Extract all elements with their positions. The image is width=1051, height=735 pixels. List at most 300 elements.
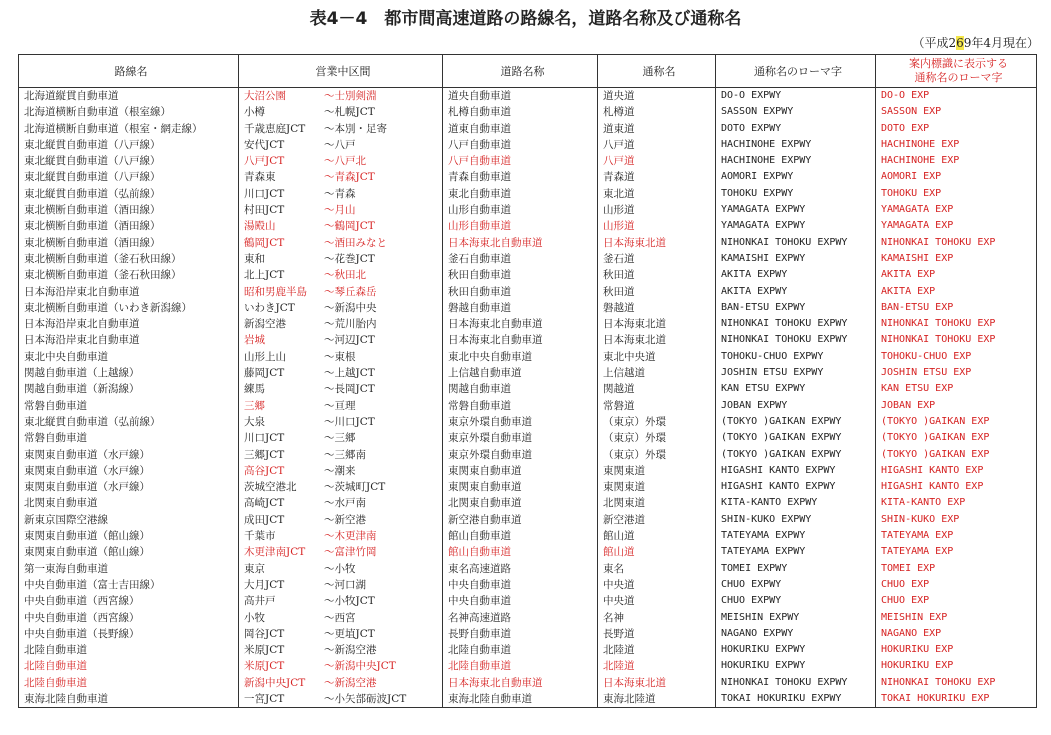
section-cell (239, 430, 443, 446)
sign-romaji-cell: HIGASHI KANTO EXP (876, 463, 1037, 479)
section-to: ～花巻JCT (324, 252, 375, 265)
section-cell (239, 626, 443, 642)
sign-romaji-cell: HIGASHI KANTO EXP (876, 479, 1037, 495)
common-name-cell: 日本海東北道 (598, 332, 716, 348)
table-row (19, 528, 1037, 544)
sign-romaji-cell: TOMEI EXP (876, 561, 1037, 577)
common-name-cell: 中央道 (598, 593, 716, 609)
route-cell: 東北横断自動車道（釜石秋田線） (19, 251, 239, 267)
sign-romaji-cell: SHIN-KUKO EXP (876, 512, 1037, 528)
section-from: 昭和男鹿半島 (244, 285, 307, 298)
section-cell (239, 544, 443, 560)
romaji-cell: HOKURIKU EXPWY (716, 658, 876, 674)
route-cell: 東関東自動車道（水戸線） (19, 447, 239, 463)
section-to: ～水戸南 (324, 497, 366, 510)
section-from: 山形上山 (244, 350, 286, 363)
road-name-cell: 館山自動車道 (443, 528, 598, 544)
table-row (19, 251, 1037, 267)
section-to: ～東根 (324, 350, 356, 363)
section-from: 小牧 (244, 611, 265, 624)
road-name-cell: 日本海東北自動車道 (443, 235, 598, 251)
header-common-name: 通称名 (598, 55, 716, 88)
as-of-post: 9年4月現在） (963, 36, 1039, 50)
sign-romaji-cell: CHUO EXP (876, 593, 1037, 609)
romaji-cell: NAGANO EXPWY (716, 626, 876, 642)
road-name-cell: 東北中央自動車道 (443, 349, 598, 365)
section-cell (239, 88, 443, 105)
route-cell: 東北横断自動車道（いわき新潟線） (19, 300, 239, 316)
sign-romaji-cell: KAN ETSU EXP (876, 381, 1037, 397)
sign-romaji-cell: JOSHIN ETSU EXP (876, 365, 1037, 381)
route-cell: 東北縦貫自動車道（弘前線） (19, 414, 239, 430)
table-row (19, 153, 1037, 169)
sign-romaji-cell: DOTO EXP (876, 121, 1037, 137)
route-cell: 中央自動車道（富士吉田線） (19, 577, 239, 593)
section-cell (239, 104, 443, 120)
route-cell: 東北縦貫自動車道（八戸線） (19, 169, 239, 185)
section-to: ～秋田北 (324, 269, 366, 282)
sign-romaji-cell: AOMORI EXP (876, 169, 1037, 185)
route-cell: 北陸自動車道 (19, 642, 239, 658)
section-from: 茨城空港北 (244, 481, 297, 494)
route-cell: 中央自動車道（西宮線） (19, 593, 239, 609)
section-to: ～三郷 (324, 432, 356, 445)
common-name-cell: 秋田道 (598, 284, 716, 300)
header-sign-romaji (876, 55, 1037, 88)
road-name-cell: 関越自動車道 (443, 381, 598, 397)
section-to: ～荒川胎内 (324, 318, 377, 331)
common-name-cell: 東関東道 (598, 479, 716, 495)
section-to: ～青森 (324, 187, 356, 200)
section-to: ～鶴岡JCT (324, 220, 375, 233)
romaji-cell: NIHONKAI TOHOKU EXPWY (716, 316, 876, 332)
common-name-cell: 東北道 (598, 186, 716, 202)
table-row (19, 137, 1037, 153)
section-from: 岡谷JCT (244, 627, 285, 640)
section-to: ～酒田みなと (324, 236, 387, 249)
common-name-cell: 館山道 (598, 528, 716, 544)
table-row (19, 577, 1037, 593)
section-from: 東和 (244, 252, 265, 265)
road-name-cell: 北陸自動車道 (443, 642, 598, 658)
road-name-cell: 日本海東北自動車道 (443, 316, 598, 332)
romaji-cell: KAN ETSU EXPWY (716, 381, 876, 397)
table-row (19, 658, 1037, 674)
section-to: ～新潟中央 (324, 301, 377, 314)
road-name-cell: 秋田自動車道 (443, 267, 598, 283)
romaji-cell: JOSHIN ETSU EXPWY (716, 365, 876, 381)
romaji-cell: HIGASHI KANTO EXPWY (716, 479, 876, 495)
table-row (19, 284, 1037, 300)
section-to: ～木更津南 (324, 530, 377, 543)
road-name-cell: 館山自動車道 (443, 544, 598, 560)
romaji-cell: MEISHIN EXPWY (716, 610, 876, 626)
romaji-cell: (TOKYO )GAIKAN EXPWY (716, 414, 876, 430)
common-name-cell: （東京）外環 (598, 447, 716, 463)
section-from: 千歳恵庭JCT (244, 122, 306, 135)
section-to: ～西宮 (324, 611, 356, 624)
common-name-cell: 八戸道 (598, 153, 716, 169)
romaji-cell: DOTO EXPWY (716, 121, 876, 137)
section-from: 千葉市 (244, 530, 276, 543)
sign-romaji-cell: CHUO EXP (876, 577, 1037, 593)
header-road-name: 道路名称 (443, 55, 598, 88)
common-name-cell: 磐越道 (598, 300, 716, 316)
common-name-cell: （東京）外環 (598, 414, 716, 430)
header-route: 路線名 (19, 55, 239, 88)
section-cell (239, 267, 443, 283)
road-name-cell: 道央自動車道 (443, 88, 598, 105)
section-cell (239, 186, 443, 202)
romaji-cell: (TOKYO )GAIKAN EXPWY (716, 447, 876, 463)
common-name-cell: 日本海東北道 (598, 235, 716, 251)
road-name-cell: 東名高速道路 (443, 561, 598, 577)
route-cell: 東北横断自動車道（酒田線） (19, 202, 239, 218)
route-cell: 東北縦貫自動車道（弘前線） (19, 186, 239, 202)
route-cell: 常磐自動車道 (19, 430, 239, 446)
road-name-cell: 東海北陸自動車道 (443, 691, 598, 708)
road-name-cell: 東京外環自動車道 (443, 414, 598, 430)
route-cell: 東関東自動車道（水戸線） (19, 463, 239, 479)
section-cell (239, 577, 443, 593)
route-cell: 北海道縦貫自動車道 (19, 88, 239, 105)
table-row (19, 349, 1037, 365)
table-row (19, 430, 1037, 446)
common-name-cell: 秋田道 (598, 267, 716, 283)
section-to: ～更埴JCT (324, 627, 375, 640)
sign-romaji-cell: TOKAI HOKURIKU EXP (876, 691, 1037, 708)
romaji-cell: NIHONKAI TOHOKU EXPWY (716, 675, 876, 691)
section-from: 大沼公園 (244, 90, 286, 102)
table-row (19, 561, 1037, 577)
road-name-cell: 八戸自動車道 (443, 153, 598, 169)
section-cell (239, 561, 443, 577)
header-section: 営業中区間 (239, 55, 443, 88)
section-cell (239, 169, 443, 185)
section-cell (239, 528, 443, 544)
section-from: 米原JCT (244, 660, 285, 673)
table-row (19, 121, 1037, 137)
route-cell: 北海道横断自動車道（根室・網走線） (19, 121, 239, 137)
section-cell (239, 381, 443, 397)
as-of-highlight: 6 (956, 36, 964, 50)
route-cell: 関越自動車道（上越線） (19, 365, 239, 381)
table-row (19, 398, 1037, 414)
table-row (19, 610, 1037, 626)
route-cell: 日本海沿岸東北自動車道 (19, 332, 239, 348)
section-from: いわきJCT (244, 301, 295, 314)
route-cell: 北陸自動車道 (19, 658, 239, 674)
route-cell: 第一東海自動車道 (19, 561, 239, 577)
section-from: 新潟空港 (244, 318, 286, 331)
section-to: ～河口湖 (324, 578, 366, 591)
section-to: ～河辺JCT (324, 334, 375, 347)
route-cell: 北海道横断自動車道（根室線） (19, 104, 239, 120)
sign-romaji-cell: HACHINOHE EXP (876, 153, 1037, 169)
section-cell (239, 691, 443, 708)
table-row (19, 544, 1037, 560)
section-from: 藤岡JCT (244, 367, 285, 380)
romaji-cell: SHIN-KUKO EXPWY (716, 512, 876, 528)
sign-romaji-cell: BAN-ETSU EXP (876, 300, 1037, 316)
table-row (19, 202, 1037, 218)
romaji-cell: NIHONKAI TOHOKU EXPWY (716, 332, 876, 348)
common-name-cell: 北陸道 (598, 642, 716, 658)
section-from: 新潟中央JCT (244, 676, 306, 689)
section-from: 成田JCT (244, 513, 285, 526)
route-cell: 常磐自動車道 (19, 398, 239, 414)
route-cell: 東関東自動車道（館山線） (19, 528, 239, 544)
section-from: 東京 (244, 562, 265, 575)
romaji-cell: TOKAI HOKURIKU EXPWY (716, 691, 876, 708)
sign-romaji-cell: TOHOKU-CHUO EXP (876, 349, 1037, 365)
table-row (19, 593, 1037, 609)
section-from: 川口JCT (244, 187, 285, 200)
route-cell: 関越自動車道（新潟線） (19, 381, 239, 397)
section-to: ～士別剣淵 (324, 90, 377, 102)
romaji-cell: AKITA EXPWY (716, 267, 876, 283)
sign-romaji-cell: JOBAN EXP (876, 398, 1037, 414)
page-title: 表4－4 都市間高速道路の路線名，道路名称及び通称名 (309, 9, 742, 29)
section-to: ～月山 (324, 204, 356, 217)
sign-romaji-cell: (TOKYO )GAIKAN EXP (876, 430, 1037, 446)
table-row (19, 447, 1037, 463)
romaji-cell: HACHINOHE EXPWY (716, 137, 876, 153)
section-cell (239, 137, 443, 153)
section-to: ～富津竹岡 (324, 546, 377, 559)
section-from: 安代JCT (244, 138, 285, 151)
section-to: ～小牧 (324, 562, 356, 575)
section-from: 小樽 (244, 106, 265, 119)
romaji-cell: BAN-ETSU EXPWY (716, 300, 876, 316)
section-cell (239, 202, 443, 218)
section-cell (239, 658, 443, 674)
table-header-row (19, 55, 1037, 88)
sign-romaji-cell: NIHONKAI TOHOKU EXP (876, 675, 1037, 691)
romaji-cell: TOMEI EXPWY (716, 561, 876, 577)
road-name-cell: 八戸自動車道 (443, 137, 598, 153)
sign-romaji-cell: NIHONKAI TOHOKU EXP (876, 332, 1037, 348)
section-to: ～川口JCT (324, 415, 375, 428)
section-to: ～茨城町JCT (324, 481, 386, 494)
section-cell (239, 675, 443, 691)
common-name-cell: 八戸道 (598, 137, 716, 153)
sign-romaji-cell: NIHONKAI TOHOKU EXP (876, 235, 1037, 251)
table-row (19, 512, 1037, 528)
section-to: ～新潟中央JCT (324, 660, 396, 673)
romaji-cell: (TOKYO )GAIKAN EXPWY (716, 430, 876, 446)
section-cell (239, 512, 443, 528)
sign-romaji-cell: HOKURIKU EXP (876, 642, 1037, 658)
table-row (19, 316, 1037, 332)
routes-table (18, 54, 1037, 708)
sign-romaji-cell: SASSON EXP (876, 104, 1037, 120)
common-name-cell: 道央道 (598, 88, 716, 105)
section-to: ～新潟空港 (324, 676, 377, 689)
sign-romaji-cell: (TOKYO )GAIKAN EXP (876, 414, 1037, 430)
common-name-cell: 東名 (598, 561, 716, 577)
section-from: 高崎JCT (244, 497, 285, 510)
common-name-cell: 日本海東北道 (598, 675, 716, 691)
common-name-cell: 北陸道 (598, 658, 716, 674)
sign-romaji-cell: TOHOKU EXP (876, 186, 1037, 202)
table-row (19, 675, 1037, 691)
table-row (19, 463, 1037, 479)
road-name-cell: 北関東自動車道 (443, 495, 598, 511)
romaji-cell: AKITA EXPWY (716, 284, 876, 300)
section-cell (239, 332, 443, 348)
romaji-cell: KAMAISHI EXPWY (716, 251, 876, 267)
route-cell: 東北中央自動車道 (19, 349, 239, 365)
road-name-cell: 東京外環自動車道 (443, 430, 598, 446)
sign-romaji-cell: TATEYAMA EXP (876, 528, 1037, 544)
section-to: ～長岡JCT (324, 383, 375, 396)
romaji-cell: TATEYAMA EXPWY (716, 544, 876, 560)
road-name-cell: 上信越自動車道 (443, 365, 598, 381)
sign-romaji-cell: NIHONKAI TOHOKU EXP (876, 316, 1037, 332)
table-row (19, 267, 1037, 283)
section-cell (239, 235, 443, 251)
section-cell (239, 251, 443, 267)
common-name-cell: 中央道 (598, 577, 716, 593)
section-cell (239, 593, 443, 609)
sign-romaji-cell: YAMAGATA EXP (876, 202, 1037, 218)
table-row (19, 691, 1037, 708)
route-cell: 日本海沿岸東北自動車道 (19, 284, 239, 300)
route-cell: 北陸自動車道 (19, 675, 239, 691)
road-name-cell: 青森自動車道 (443, 169, 598, 185)
romaji-cell: HIGASHI KANTO EXPWY (716, 463, 876, 479)
sign-romaji-cell: DO-O EXP (876, 88, 1037, 105)
route-cell: 日本海沿岸東北自動車道 (19, 316, 239, 332)
section-from: 大泉 (244, 415, 265, 428)
route-cell: 東北縦貫自動車道（八戸線） (19, 153, 239, 169)
sign-romaji-cell: (TOKYO )GAIKAN EXP (876, 447, 1037, 463)
table-row (19, 218, 1037, 234)
sign-romaji-cell: MEISHIN EXP (876, 610, 1037, 626)
route-cell: 新東京国際空港線 (19, 512, 239, 528)
sign-romaji-cell: AKITA EXP (876, 284, 1037, 300)
route-cell: 東北横断自動車道（酒田線） (19, 218, 239, 234)
section-from: 青森東 (244, 171, 276, 184)
section-cell (239, 316, 443, 332)
romaji-cell: KITA-KANTO EXPWY (716, 495, 876, 511)
table-row (19, 414, 1037, 430)
table-row (19, 88, 1037, 105)
section-from: 木更津南JCT (244, 546, 306, 559)
road-name-cell: 山形自動車道 (443, 202, 598, 218)
common-name-cell: 上信越道 (598, 365, 716, 381)
section-cell (239, 398, 443, 414)
romaji-cell: CHUO EXPWY (716, 593, 876, 609)
road-name-cell: 日本海東北自動車道 (443, 675, 598, 691)
header-romaji: 通称名のローマ字 (716, 55, 876, 88)
romaji-cell: YAMAGATA EXPWY (716, 202, 876, 218)
section-to: ～潮来 (324, 464, 356, 477)
section-to: ～八戸北 (324, 155, 366, 168)
table-body (19, 88, 1037, 708)
section-cell (239, 414, 443, 430)
section-cell (239, 610, 443, 626)
table-row (19, 186, 1037, 202)
road-name-cell: 長野自動車道 (443, 626, 598, 642)
romaji-cell: CHUO EXPWY (716, 577, 876, 593)
section-to: ～小矢部砺波JCT (324, 692, 407, 705)
road-name-cell: 北陸自動車道 (443, 658, 598, 674)
common-name-cell: 常磐道 (598, 398, 716, 414)
romaji-cell: DO-O EXPWY (716, 88, 876, 105)
section-cell (239, 349, 443, 365)
section-to: ～青森JCT (324, 171, 375, 184)
section-to: ～本別・足寄 (324, 122, 387, 135)
section-from: 岩城 (244, 334, 265, 347)
table-row (19, 381, 1037, 397)
section-from: 練馬 (244, 383, 265, 396)
route-cell: 中央自動車道（西宮線） (19, 610, 239, 626)
road-name-cell: 東関東自動車道 (443, 479, 598, 495)
section-cell (239, 121, 443, 137)
sign-romaji-cell: NAGANO EXP (876, 626, 1037, 642)
section-to: ～札幌JCT (324, 106, 375, 119)
section-to: ～新空港 (324, 513, 366, 526)
road-name-cell: 秋田自動車道 (443, 284, 598, 300)
romaji-cell: TOHOKU-CHUO EXPWY (716, 349, 876, 365)
section-cell (239, 642, 443, 658)
common-name-cell: 日本海東北道 (598, 316, 716, 332)
table-row (19, 365, 1037, 381)
section-cell (239, 495, 443, 511)
common-name-cell: 山形道 (598, 218, 716, 234)
section-from: 湯殿山 (244, 220, 276, 233)
section-cell (239, 284, 443, 300)
section-to: ～小牧JCT (324, 595, 375, 608)
common-name-cell: 札樽道 (598, 104, 716, 120)
road-name-cell: 東京外環自動車道 (443, 447, 598, 463)
section-from: 高谷JCT (244, 464, 285, 477)
as-of-date (912, 34, 1039, 51)
road-name-cell: 中央自動車道 (443, 577, 598, 593)
common-name-cell: 北関東道 (598, 495, 716, 511)
section-from: 三郷JCT (244, 448, 285, 461)
sign-romaji-cell: HACHINOHE EXP (876, 137, 1037, 153)
table-row (19, 642, 1037, 658)
section-cell (239, 479, 443, 495)
section-cell (239, 300, 443, 316)
road-name-cell: 東関東自動車道 (443, 463, 598, 479)
romaji-cell: TOHOKU EXPWY (716, 186, 876, 202)
header-sign-line2: 通称名のローマ字 (914, 71, 1003, 84)
road-name-cell: 新空港自動車道 (443, 512, 598, 528)
section-from: 川口JCT (244, 432, 285, 445)
sign-romaji-cell: TATEYAMA EXP (876, 544, 1037, 560)
section-to: ～八戸 (324, 138, 356, 151)
section-from: 三郷 (244, 399, 265, 412)
as-of-pre: （平成2 (912, 36, 957, 50)
romaji-cell: NIHONKAI TOHOKU EXPWY (716, 235, 876, 251)
table-row (19, 495, 1037, 511)
road-name-cell: 名神高速道路 (443, 610, 598, 626)
route-cell: 東関東自動車道（水戸線） (19, 479, 239, 495)
common-name-cell: 釜石道 (598, 251, 716, 267)
road-name-cell: 道東自動車道 (443, 121, 598, 137)
road-name-cell: 山形自動車道 (443, 218, 598, 234)
common-name-cell: （東京）外環 (598, 430, 716, 446)
section-cell (239, 365, 443, 381)
sign-romaji-cell: KITA-KANTO EXP (876, 495, 1037, 511)
sign-romaji-cell: HOKURIKU EXP (876, 658, 1037, 674)
section-to: ～亘理 (324, 399, 356, 412)
section-from: 村田JCT (244, 204, 285, 217)
